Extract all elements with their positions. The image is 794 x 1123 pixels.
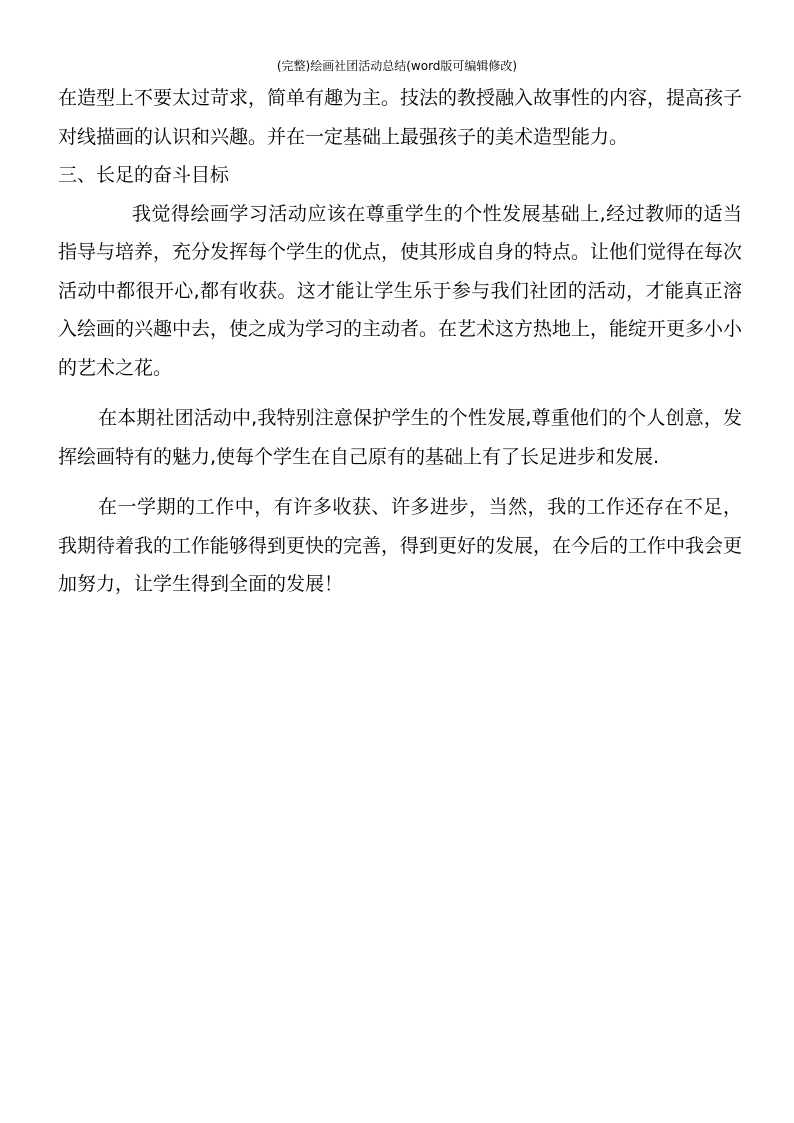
document-body — [58, 79, 742, 604]
paragraph-goal: 我觉得绘画学习活动应该在尊重学生的个性发展基础上,经过教师的适当指导与培养，充分发挥每个学生的优点，使其形成自身的特点。让他们觉得在每次活动中都很开心,都有收获。这才能让学生乐于参与我们社团的活动，才能真正溶入绘画的兴趣中去，使之成为学习的主动者。在艺术这方热地上，能绽开更多小小的艺术之花。 — [58, 202, 743, 379]
paragraph-individuality: 在本期社团活动中,我特别注意保护学生的个性发展,尊重他们的个人创意，发挥绘画特有的魅力,使每个学生在自己原有的基础上有了长足进步和发展. — [58, 407, 742, 468]
page-header-title: (完整)绘画社团活动总结(word版可编辑修改) — [276, 59, 518, 73]
section-heading: 三、长足的奋斗目标 — [58, 164, 230, 186]
paragraph-continued: 在造型上不要太过苛求，简单有趣为主。技法的教授融入故事性的内容，提高孩子对线描画的认识和兴趣。并在一定基础上最强孩子的美术造型能力。 — [58, 87, 743, 148]
paragraph-closing: 在一学期的工作中，有许多收获、许多进步，当然，我的工作还存在不足，我期待着我的工作能够得到更快的完善，得到更好的发展，在今后的工作中我会更加努力，让学生得到全面的发展！ — [58, 496, 743, 595]
